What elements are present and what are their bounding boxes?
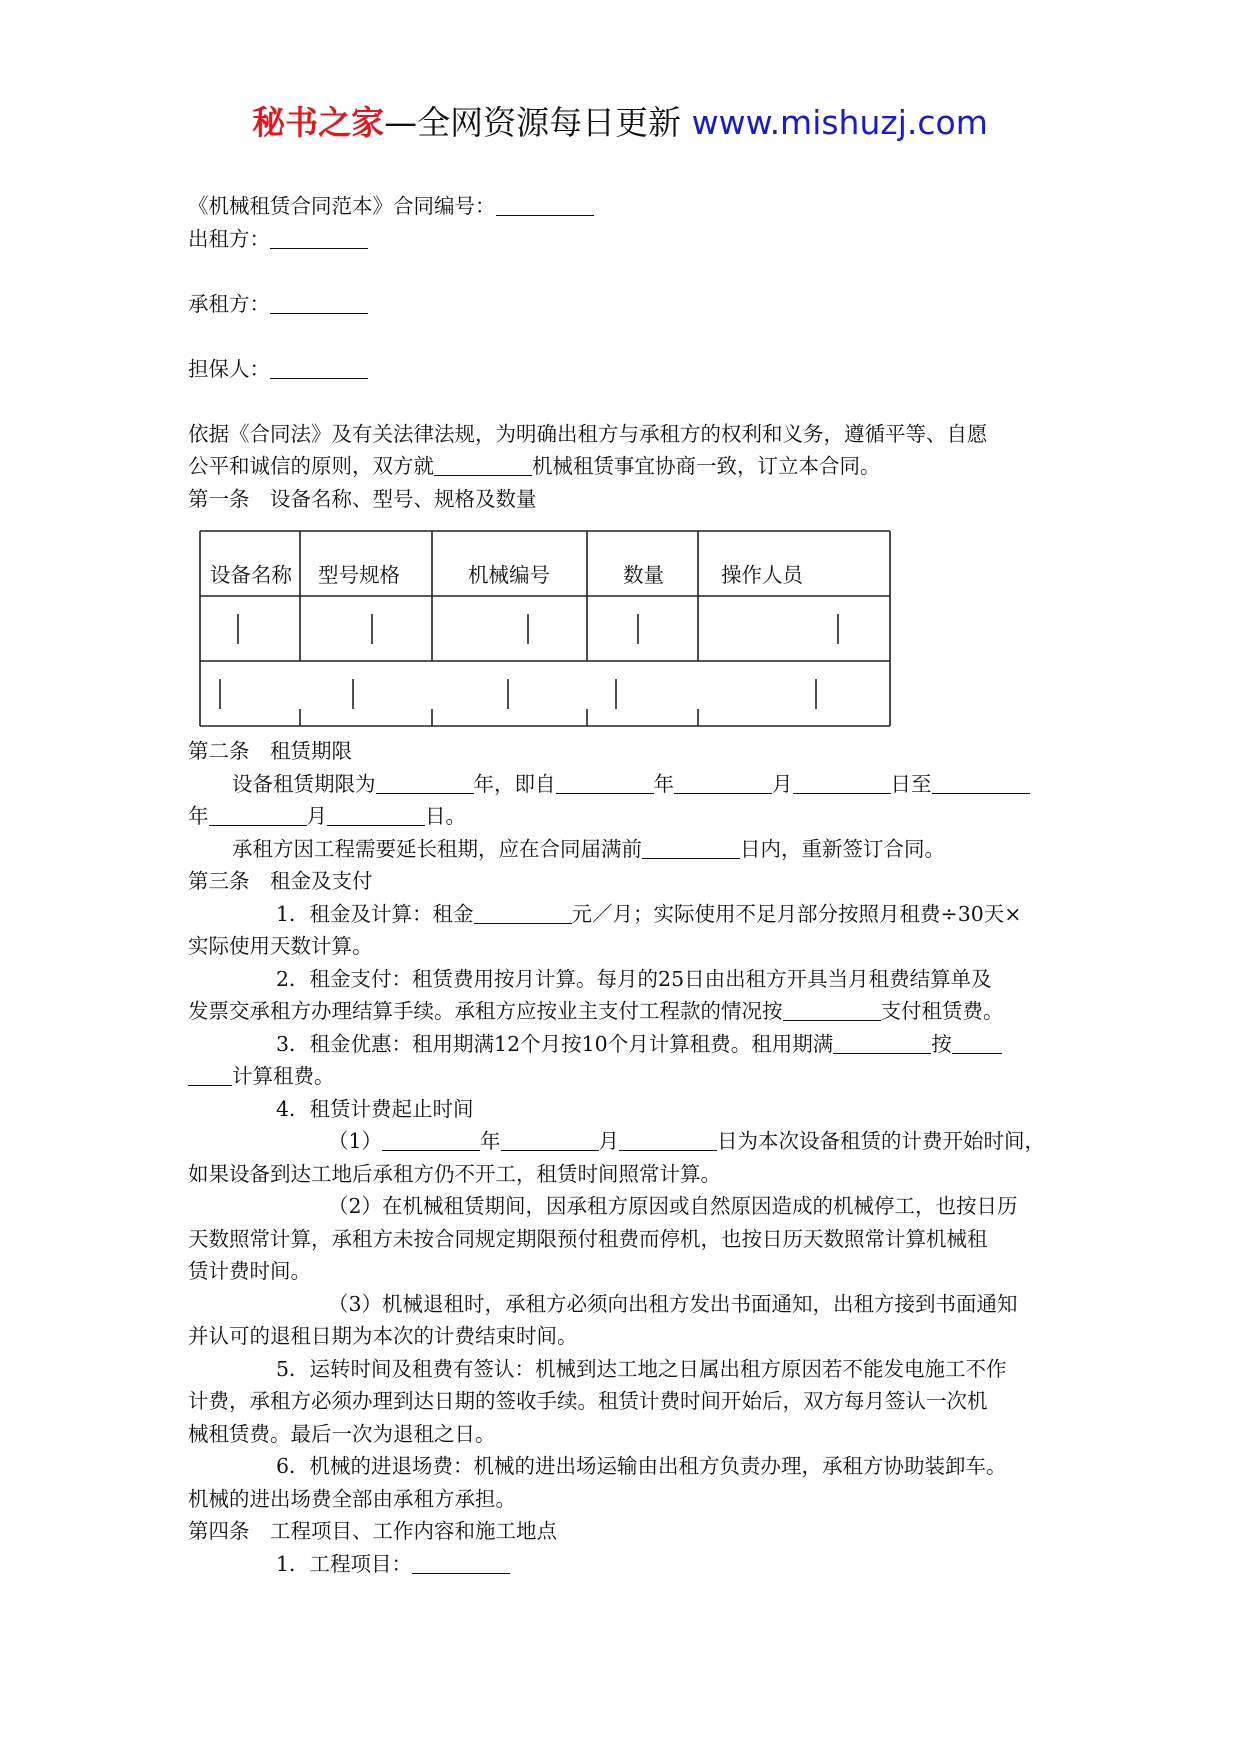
guarantor-line: 担保人： <box>188 353 1058 386</box>
project-name-line: 1．工程项目： <box>188 1548 1058 1581</box>
intro-paragraph-line: 依据《合同法》及有关法律法规，为明确出租方与承租方的权利和义务，遵循平等、自愿 <box>188 421 988 446</box>
billing-start-line: 如果设备到达工地后承租方仍不开工，租赁时间照常计算。 <box>188 1161 721 1186</box>
rent-discount-line: 计算租费。 <box>188 1060 1058 1093</box>
guarantor-blank <box>270 354 368 379</box>
article-3-title: 第三条 租金及支付 <box>188 869 373 893</box>
rent-calc-line: 实际使用天数计算。 <box>188 934 373 958</box>
site-url-link[interactable]: www.mishuzj.com <box>691 103 988 142</box>
operation-signoff-line: 械租赁费。最后一次为退租之日。 <box>188 1421 496 1446</box>
operation-signoff-line: 计费，承租方必须办理到达日期的签收手续。租赁计费时间开始后，双方每月签认一次机 <box>188 1389 988 1413</box>
transport-fee-line: 机械的进出场费全部由承租方承担。 <box>188 1486 516 1511</box>
table-header-serial: 机械编号 <box>468 563 550 587</box>
table-header-operator: 操作人员 <box>721 563 803 587</box>
billing-stoppage-line: 赁计费时间。 <box>188 1259 311 1283</box>
article-4-title: 第四条 工程项目、工作内容和施工地点 <box>188 1519 557 1543</box>
lessee-line: 承租方： <box>188 288 1058 321</box>
brand-name: 秘书之家 <box>252 103 385 142</box>
intro-paragraph-line: 公平和诚信的原则，双方就 机械租赁事宜协商一致，订立本合同。 <box>188 450 1058 483</box>
rent-payment-line: 发票交承租方办理结算手续。承租方应按业主支付工程款的情况按 支付租赁费。 <box>188 995 1058 1028</box>
billing-stoppage-line: 天数照常计算，承租方未按合同规定期限预付租费而停机，也按日历天数照常计算机械租 <box>188 1226 988 1251</box>
article-2-title: 第二条 租赁期限 <box>188 739 352 763</box>
table-header-model: 型号规格 <box>318 563 400 587</box>
contract-number-blank <box>496 191 594 216</box>
rent-discount-line: 3．租金优惠：租用期满12个月按10个月计算租费。租用期满 按 <box>188 1028 1058 1061</box>
transport-fee-line: 6．机械的进退场费：机械的进出场运输由出租方负责办理，承租方协助装卸车。 <box>276 1454 1007 1478</box>
billing-end-line: 并认可的退租日期为本次的计费结束时间。 <box>188 1324 578 1348</box>
equipment-table <box>188 519 1058 735</box>
header-tagline: —全网资源每日更新 <box>384 103 682 142</box>
contract-title-line: 《机械租赁合同范本》合同编号： <box>188 190 1058 223</box>
contract-document <box>188 190 1058 1580</box>
site-header <box>0 100 1240 146</box>
operation-signoff-line: 5．运转时间及租费有签认：机械到达工地之日属出租方原因若不能发电施工不作 <box>276 1356 1007 1381</box>
lessor-line: 出租方： <box>188 223 1058 256</box>
rent-payment-line: 2．租金支付：租赁费用按月计算。每月的25日由出租方开具当月租费结算单及 <box>276 966 992 991</box>
equipment-table-grid <box>188 519 968 735</box>
lease-term-line: 年 月 日。 <box>188 800 1058 833</box>
lessee-blank <box>270 289 368 314</box>
table-header-name: 设备名称 <box>210 563 292 587</box>
lease-extension-line: 承租方因工程需要延长租期，应在合同届满前 日内，重新签订合同。 <box>188 833 1058 866</box>
article-1-title: 第一条 设备名称、型号、规格及数量 <box>188 486 537 511</box>
billing-end-line: （3）机械退租时，承租方必须向出租方发出书面通知，出租方接到书面通知 <box>328 1291 1018 1316</box>
rent-calc-line: 1．租金及计算：租金 元／月；实际使用不足月部分按照月租费÷30天× <box>188 898 1058 931</box>
lessor-blank <box>270 224 368 249</box>
billing-start-line: （1） 年 月 日为本次设备租赁的计费开始时间， <box>188 1125 1058 1158</box>
billing-stoppage-line: （2）在机械租赁期间，因承租方原因或自然原因造成的机械停工，也按日历 <box>328 1194 1018 1218</box>
billing-period-title: 4．租赁计费起止时间 <box>276 1096 474 1121</box>
table-header-quantity: 数量 <box>623 563 664 587</box>
lease-term-line: 设备租赁期限为 年，即自 年 月 日至 <box>188 768 1058 801</box>
